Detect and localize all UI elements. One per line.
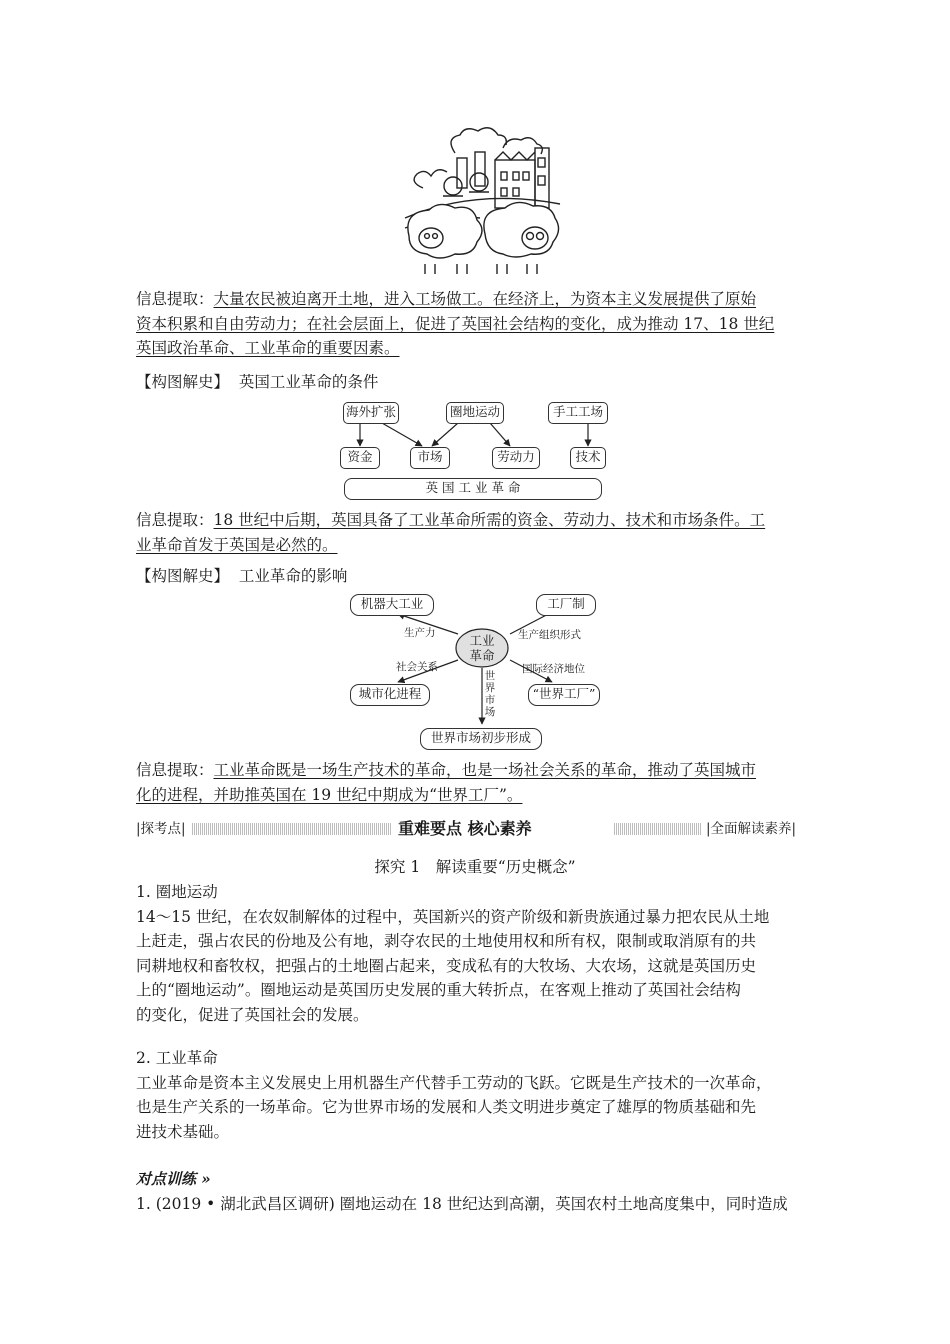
concept-title: 1. 圈地运动: [136, 883, 218, 901]
edge-label-char: 市: [484, 694, 496, 706]
concept-line: 也是生产关系的一场革命。它为世界市场的发展和人类文明进步奠定了雄厚的物质基础和先: [136, 1098, 757, 1116]
section-tag: 【构图解史】: [136, 567, 230, 585]
concept-industrial-revolution: [136, 1046, 826, 1144]
section-heading-impact: [136, 564, 347, 588]
info-prefix: 信息提取：: [136, 290, 214, 308]
node-enclosure: 圈地运动: [446, 402, 504, 424]
section-tag: 【构图解史】: [136, 373, 230, 391]
edge-label-productivity: 生产力: [404, 627, 436, 639]
node-world-factory: “世界工厂”: [528, 684, 600, 706]
impact-diagram: [340, 590, 620, 752]
node-british-industrial-revolution: 英 国 工 业 革 命: [344, 478, 602, 500]
edge-label-char: 界: [484, 682, 496, 694]
training-label: 对点训练: [136, 1170, 197, 1188]
concept-line: 上赶走，强占农民的份地及公有地，剥夺农民的土地使用权和所有权，限制或取消原有的共: [136, 932, 757, 950]
section-heading-conditions: [136, 370, 378, 394]
node-market: 市场: [410, 447, 450, 469]
info-line: 化的进程，并助推英国在 19 世纪中期成为“世界工厂”。: [136, 785, 523, 804]
banner-hatch-right: [614, 823, 702, 835]
node-factory-system: 工厂制: [536, 594, 596, 616]
concept-line: 14～15 世纪，在农奴制解体的过程中，英国新兴的资产阶级和新贵族通过暴力把农民从土地: [136, 907, 770, 926]
info-prefix: 信息提取：: [136, 511, 214, 529]
info-extraction-2: [136, 508, 826, 557]
center-label: 革命: [469, 648, 495, 663]
info-line: 18 世纪中后期，英国具备了工业革命所需的资金、劳动力、技术和市场条件。工: [213, 511, 766, 529]
banner-right-label: |全面解读素养|: [706, 821, 797, 837]
concept-line: 的变化，促进了英国社会的发展。: [136, 1005, 369, 1024]
info-extraction-1: [136, 287, 826, 361]
info-line: 资本积累和自由劳动力；在社会层面上，促进了英国社会结构的变化，成为推动 17、18 世纪: [136, 314, 775, 333]
banner-hatch-left: [192, 823, 392, 835]
section-title: 英国工业革命的条件: [238, 373, 379, 391]
info-line: 工业革命既是一场生产技术的革命，也是一场社会关系的革命，推动了英国城市: [213, 761, 757, 779]
banner-left-label: |探考点|: [136, 821, 186, 837]
inquiry-title: 探究 1 解读重要“历史概念”: [374, 858, 576, 876]
concept-line: 上的“圈地运动”。圈地运动是英国历史发展的重大转折点，在客观上推动了英国社会结构: [136, 981, 741, 999]
question-1: 1. (2019 • 湖北武昌区调研) 圈地运动在 18 世纪达到高潮，英国农村土地高度集中，同时造成: [136, 1195, 788, 1213]
info-line: 大量农民被迫离开土地，进入工场做工。在经济上，为资本主义发展提供了原始: [213, 290, 757, 308]
info-prefix: 信息提取：: [136, 761, 214, 779]
node-machine-industry: 机器大工业: [350, 594, 434, 616]
node-workshop: 手工工场: [548, 402, 608, 424]
concept-line: 工业革命是资本主义发展史上用机器生产代替手工劳动的飞跃。它既是生产技术的一次革命，: [136, 1073, 772, 1092]
edge-label-economic-status: 国际经济地位: [522, 663, 585, 675]
concept-enclosure: [136, 880, 826, 1027]
node-world-market: 世界市场初步形成: [420, 728, 542, 750]
edge-label-social-relations: 社会关系: [396, 661, 438, 673]
node-labor: 劳动力: [492, 447, 540, 469]
concept-title: 2. 工业革命: [136, 1049, 218, 1067]
concept-line: 同耕地权和畜牧权，把强占的土地圈占起来，变成私有的大牧场、大农场，这就是英国历史: [136, 956, 757, 975]
double-chevron-icon: »: [201, 1170, 211, 1188]
node-overseas-expansion: 海外扩张: [343, 402, 399, 424]
training-heading: [136, 1168, 211, 1189]
edge-label-char: 世: [484, 670, 496, 682]
section-banner: [136, 818, 808, 840]
node-technology: 技术: [570, 447, 606, 469]
edge-label-organization: 生产组织形式: [518, 629, 581, 641]
info-line: 英国政治革命、工业革命的重要因素。: [136, 339, 400, 357]
edge-label-world-market: [484, 670, 496, 718]
center-label: 工业: [469, 633, 495, 648]
banner-title: 重难要点 核心素养: [398, 819, 532, 838]
node-urbanization: 城市化进程: [350, 684, 430, 706]
info-line: 业革命首发于英国是必然的。: [136, 535, 338, 554]
section-title: 工业革命的影响: [238, 567, 348, 585]
conditions-diagram: [330, 398, 620, 502]
center-node-industrial-revolution: [456, 633, 508, 663]
info-extraction-3: [136, 758, 826, 807]
node-capital: 资金: [340, 447, 380, 469]
edge-label-char: 场: [484, 706, 496, 718]
concept-line: 进技术基础。: [136, 1122, 230, 1141]
enclosure-illustration: [395, 118, 565, 278]
